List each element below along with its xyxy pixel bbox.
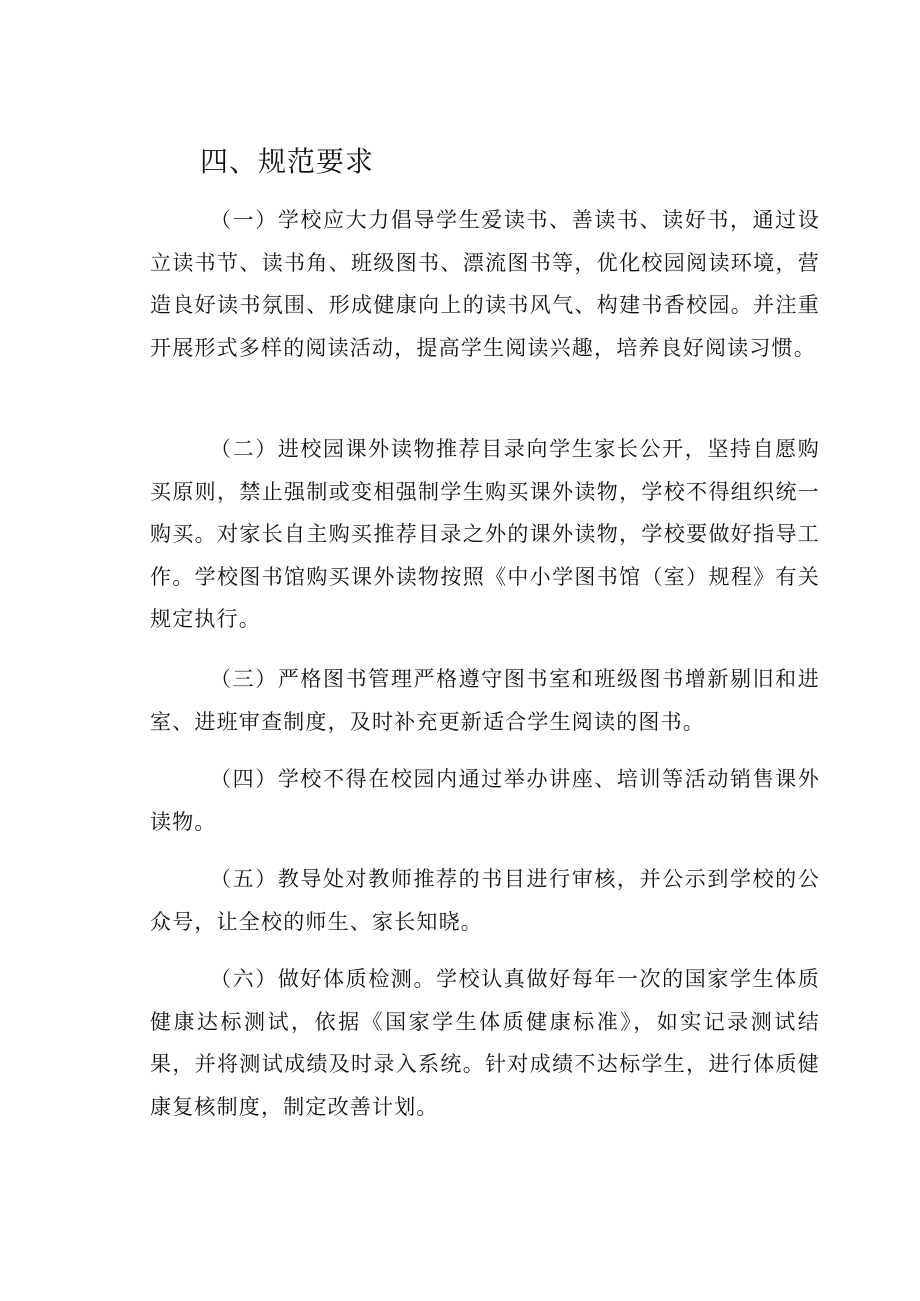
paragraph-6: （六）做好体质检测。学校认真做好每年一次的国家学生体质健康达标测试，依据《国家学生体质健康标准》，如实记录测试结果，并将测试成绩及时录入系统。针对成绩不达标学生，进行体质健康复核制度，制定改善计划。 — [150, 967, 820, 1119]
paragraph-2: （二）进校园课外读物推荐目录向学生家长公开，坚持自愿购买原则，禁止强制或变相强制学生购买课外读物，学校不得组织统一购买。对家长自主购买推荐目录之外的课外读物，学校要做好指导工作。学校图书馆购买课外读物按照《中小学图书馆（室）规程》有关规定执行。 — [150, 437, 820, 632]
paragraph-1: （一）学校应大力倡导学生爱读书、善读书、读好书，通过设立读书节、读书角、班级图书、漂流图书等，优化校园阅读环境，营造良好读书氛围、形成健康向上的读书风气、构建书香校园。并注重开展形式多样的阅读活动，提高学生阅读兴趣，培养良好阅读习惯。 — [150, 208, 820, 360]
paragraph-3: （三）严格图书管理严格遵守图书室和班级图书增新剔旧和进室、进班审查制度，及时补充更新适合学生阅读的图书。 — [150, 667, 820, 734]
paragraph-5: （五）教导处对教师推荐的书目进行审核，并公示到学校的公众号，让全校的师生、家长知晓。 — [150, 867, 820, 934]
section-heading: 四、规范要求 — [200, 145, 375, 178]
paragraph-4: （四）学校不得在校园内通过举办讲座、培训等活动销售课外读物。 — [150, 767, 820, 834]
